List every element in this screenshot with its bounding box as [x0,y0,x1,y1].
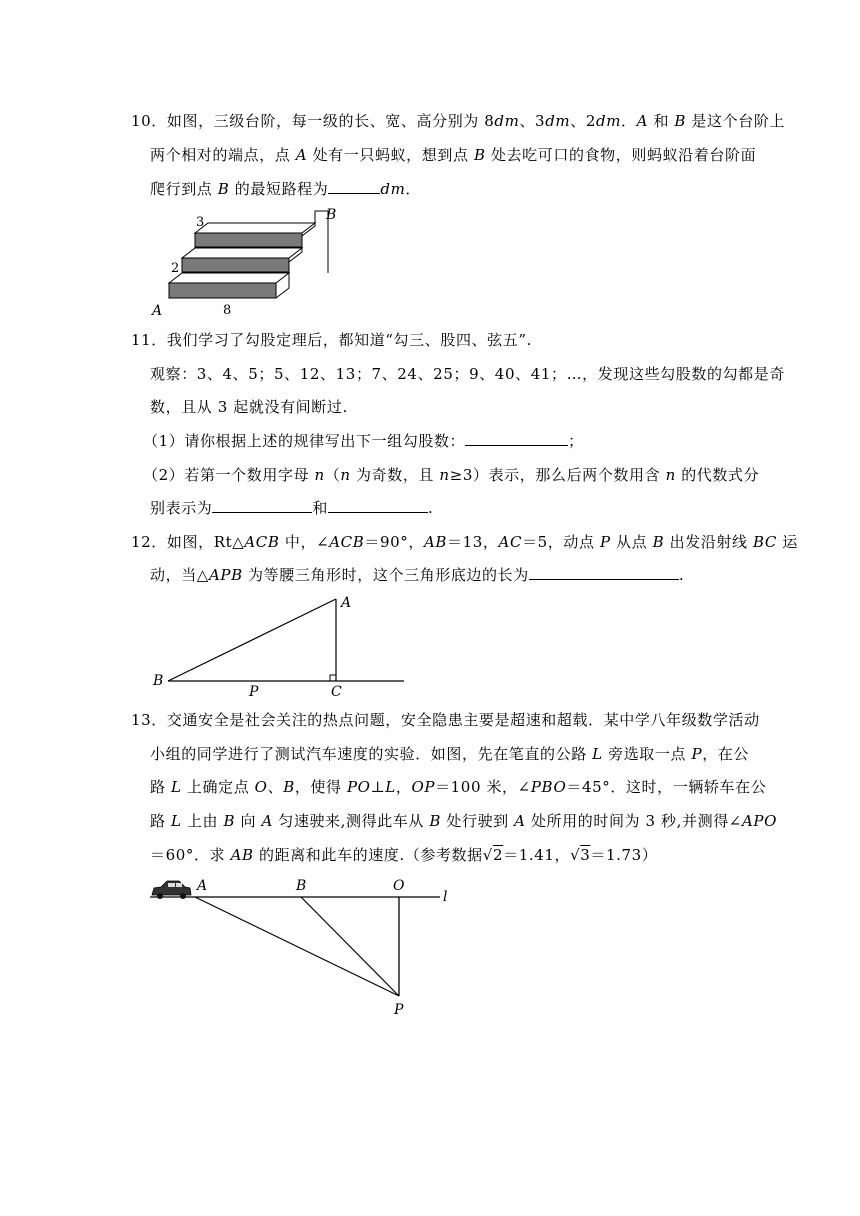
q11-line-2: 观察：3、4、5；5、12、13；7、24、25；9、40、41；…，发现这些勾股数的勾都是奇 [150,365,785,383]
step-middle-riser [182,258,289,272]
q10-line-3: 爬行到点 B 的最短路程为 dm． [150,180,422,198]
label-height-2: 2 [171,261,180,276]
step-top-riser [195,233,302,247]
q12-number: 12． [131,533,167,551]
q13-number: 13． [131,711,167,729]
segment-pb [301,897,399,996]
q13-line-3: 路 L 上确定点 O、B，使得 PO⊥L，OP＝100 米，∠PBO＝45°．这时，一辆轿车在公 [150,778,767,796]
label-length-8: 8 [223,303,232,318]
step-bottom-tread [169,273,289,283]
q12-line-1: 12．如图，Rt△ACB 中，∠ACB＝90°，AB＝13，AC＝5，动点 P 从点 B 出发沿射线 BC 运 [131,533,798,551]
q11-number: 11． [131,331,167,349]
q13-line-1: 13．交通安全是社会关注的热点问题，安全隐患主要是超速和超载．某中学八年级数学活动 [131,711,760,729]
q11-line-6: 别表示为 和 . [150,499,434,517]
answer-blank[interactable] [328,498,428,513]
label-point-a: A [152,303,163,319]
answer-blank[interactable] [328,179,380,194]
q10-number: 10． [131,112,167,130]
car-icon [152,881,191,899]
label-point-c: C [331,684,342,700]
q11-line-4: （1）请你根据上述的规律写出下一组勾股数： ； [143,432,584,450]
label-line-l: l [443,889,448,905]
staircase-figure [145,205,345,320]
step-bottom-riser [169,283,276,298]
step-middle-tread [182,248,302,258]
right-triangle-figure [145,590,415,700]
answer-blank[interactable] [212,498,312,513]
q12-line-2: 动，当△APB 为等腰三角形时，这个三角形底边的长为 . [150,566,685,584]
q10-line-2: 两个相对的端点，点 A 处有一只蚂蚁，想到点 B 处去吃可口的食物，则蚂蚁沿着台阶面 [150,146,757,164]
sqrt-sign: √3 [570,846,591,864]
q13-line-4: 路 L 上由 B 向 A 匀速驶来,测得此车从 B 处行驶到 A 处所用的时间为 3 秒,并测得∠APO [150,812,778,830]
q10-line-1: 10．如图，三级台阶，每一级的长、宽、高分别为 8dm、3dm、2dm．A 和 B 是这个台阶上 [131,112,786,130]
sqrt-sign: √2 [482,846,504,864]
label-point-a: A [197,878,208,894]
answer-blank[interactable] [465,431,568,446]
q11-line-3: 数，且从 3 起就没有间断过. [150,398,348,416]
segment-pa [195,897,399,996]
q13-line-5: ＝60°．求 AB 的距离和此车的速度.（参考数据√2＝1.41，√3＝1.73） [150,846,658,864]
q13-line-2: 小组的同学进行了测试汽车速度的实验．如图，先在笔直的公路 L 旁选取一点 P，在公 [150,745,749,763]
right-angle-mark [330,675,336,681]
q11-line-5: （2）若第一个数用字母 n（n 为奇数，且 n≥3）表示，那么后两个数用含 n 的代数式分 [143,466,760,484]
label-point-b: B [326,207,337,223]
label-point-b: B [153,673,164,689]
step-top-tread [195,223,315,233]
label-point-b: B [296,878,307,894]
label-width-3: 3 [196,215,205,230]
label-point-p: P [249,684,259,700]
label-point-a: A [341,595,352,611]
segment-ab [168,599,336,681]
label-point-p: P [394,1002,404,1018]
road-figure [145,870,465,1020]
q11-line-1: 11．我们学习了勾股定理后，都知道“勾三、股四、弦五”. [131,331,532,349]
answer-blank[interactable] [529,565,679,580]
label-point-o: O [393,878,405,894]
